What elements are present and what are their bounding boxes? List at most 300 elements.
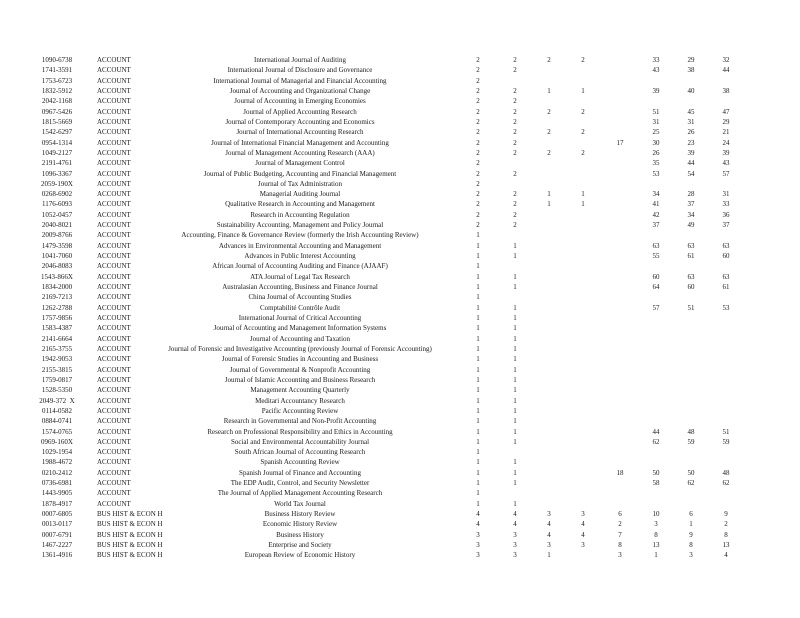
rating-cell-2: 1 [513,499,517,508]
rating-cell-7: 38 [687,66,695,75]
journal-title-cell: Qualitative Research in Accounting and Management [225,200,375,209]
rating-cell-4: 1 [581,86,585,95]
issn-cell: 2059-190X [41,179,73,188]
journal-title-cell: Journal of Islamic Accounting and Business Research [224,375,376,384]
table-row [0,458,800,468]
rating-cell-7: 31 [687,117,695,126]
rating-cell-2: 4 [513,510,517,519]
rating-cell-1: 1 [476,262,480,271]
rating-cell-1: 1 [476,355,480,364]
rating-cell-7: 50 [687,468,695,477]
category-cell: ACCOUNT [97,138,131,147]
table-row [0,448,800,458]
rating-cell-8: 13 [722,541,730,550]
issn-cell: 1583-4387 [41,324,73,333]
rating-cell-1: 2 [476,138,480,147]
issn-cell: 0884-0741 [41,417,73,426]
table-row [0,273,800,283]
rating-cell-1: 1 [476,417,480,426]
rating-cell-5: 8 [618,541,622,550]
issn-cell: 1832-5912 [41,86,73,95]
issn-cell: 2040-8021 [41,221,73,230]
rating-cell-2: 2 [513,148,517,157]
rating-cell-2: 1 [513,283,517,292]
rating-cell-4: 1 [581,190,585,199]
rating-cell-2: 2 [513,200,517,209]
rating-cell-8: 43 [722,159,730,168]
table-row [0,221,800,231]
table-row [0,355,800,365]
rating-cell-7: 60 [687,283,695,292]
category-cell: BUS HIST & ECON H [97,541,163,550]
rating-cell-2: 2 [513,221,517,230]
rating-cell-8: 47 [722,107,730,116]
rating-cell-2: 1 [513,458,517,467]
journal-title-cell: Journal of Governmental & Nonprofit Accounting [229,365,371,374]
category-cell: ACCOUNT [97,427,131,436]
issn-cell: 0007-6805 [41,510,73,519]
category-cell: ACCOUNT [97,406,131,415]
journal-title-cell: The EDP Audit, Control, and Security Newsletter [230,479,370,488]
table-row [0,335,800,345]
rating-cell-2: 2 [513,117,517,126]
rating-cell-8: 51 [722,427,730,436]
rating-cell-7: 45 [687,107,695,116]
rating-cell-8: 53 [722,303,730,312]
rating-cell-7: 8 [689,541,693,550]
table-row [0,180,800,190]
table-row [0,304,800,314]
rating-cell-8: 63 [722,272,730,281]
rating-cell-6: 34 [652,190,660,199]
rating-cell-7: 59 [687,437,695,446]
rating-cell-7: 61 [687,252,695,261]
journal-title-cell: Journal of Management Control [255,159,345,168]
rating-cell-2: 3 [513,530,517,539]
journal-title-cell: Journal of International Financial Management and Accounting [211,138,389,147]
rating-cell-7: 39 [687,148,695,157]
table-row [0,510,800,520]
journal-title-cell: Journal of Accounting and Taxation [249,334,351,343]
category-cell: ACCOUNT [97,148,131,157]
rating-cell-7: 51 [687,303,695,312]
issn-cell: 1443-9905 [41,489,73,498]
table-row [0,500,800,510]
rating-cell-1: 1 [476,479,480,488]
issn-cell: 0967-5426 [41,107,73,116]
issn-cell: 1029-1954 [41,448,73,457]
rating-cell-8: 37 [722,221,730,230]
journal-title-cell: Advances in Environmental Accounting and Management [218,241,382,250]
table-row [0,417,800,427]
rating-cell-4: 1 [581,200,585,209]
rating-cell-7: 6 [689,510,693,519]
issn-cell: 1049-2127 [41,148,73,157]
journal-title-cell: Economic History Review [262,520,338,529]
rating-cell-1: 1 [476,396,480,405]
rating-cell-2: 1 [513,344,517,353]
rating-cell-2: 1 [513,334,517,343]
rating-cell-8: 4 [724,551,728,560]
rating-cell-8: 8 [724,530,728,539]
rating-cell-1: 3 [476,551,480,560]
rating-cell-2: 2 [513,138,517,147]
rating-cell-7: 40 [687,86,695,95]
issn-cell: 0210-2412 [41,468,73,477]
rating-cell-2: 2 [513,169,517,178]
category-cell: BUS HIST & ECON H [97,520,163,529]
rating-cell-1: 1 [476,365,480,374]
rating-cell-7: 63 [687,241,695,250]
rating-cell-6: 44 [652,427,660,436]
issn-cell: 2042-1168 [41,97,73,106]
rating-cell-8: 63 [722,241,730,250]
issn-cell: 2141-6664 [41,334,73,343]
issn-cell: 1815-5669 [41,117,73,126]
rating-cell-7: 44 [687,159,695,168]
rating-cell-5: 7 [618,530,622,539]
table-row [0,97,800,107]
rating-cell-6: 53 [652,169,660,178]
category-cell: BUS HIST & ECON H [97,530,163,539]
category-cell: ACCOUNT [97,334,131,343]
category-cell: ACCOUNT [97,86,131,95]
rating-cell-2: 2 [513,56,517,64]
table-row [0,386,800,396]
rating-cell-7: 49 [687,221,695,230]
rating-cell-6: 30 [652,138,660,147]
rating-cell-2: 2 [513,210,517,219]
rating-cell-2: 1 [513,375,517,384]
rating-cell-8: 48 [722,468,730,477]
issn-cell: 1542-6297 [41,128,73,137]
rating-cell-3: 2 [547,56,551,64]
rating-cell-2: 1 [513,427,517,436]
rating-cell-8: 2 [724,520,728,529]
rating-cell-4: 3 [581,541,585,550]
table-row [0,541,800,551]
table-row [0,376,800,386]
category-cell: ACCOUNT [97,169,131,178]
rating-cell-1: 2 [476,76,480,85]
rating-cell-1: 1 [476,458,480,467]
rating-cell-2: 2 [513,128,517,137]
rating-cell-6: 50 [652,468,660,477]
rating-cell-1: 2 [476,117,480,126]
rating-cell-8: 44 [722,66,730,75]
rating-cell-8: 59 [722,437,730,446]
journal-title-cell: Accounting, Finance & Governance Review (formerly the Irish Accounting Review) [181,231,419,240]
table-row [0,170,800,180]
journal-title-cell: Comptabilité Contrôle Audit [259,303,341,312]
category-cell: ACCOUNT [97,252,131,261]
rating-cell-6: 42 [652,210,660,219]
journal-title-cell: Journal of Accounting and Organizational Change [229,86,371,95]
rating-cell-8: 60 [722,252,730,261]
rating-cell-1: 2 [476,159,480,168]
rating-cell-7: 9 [689,530,693,539]
table-row [0,397,800,407]
rating-cell-5: 18 [616,468,624,477]
issn-cell: 1361-4916 [41,551,73,560]
rating-cell-6: 26 [652,148,660,157]
rating-cell-1: 1 [476,241,480,250]
rating-cell-6: 3 [654,520,658,529]
rating-cell-1: 1 [476,303,480,312]
rating-cell-2: 1 [513,468,517,477]
rating-cell-8: 24 [722,138,730,147]
category-cell: ACCOUNT [97,375,131,384]
journal-title-cell: Research on Professional Responsibility and Ethics in Accounting [207,427,393,436]
rating-cell-1: 1 [476,489,480,498]
rating-cell-5: 17 [616,138,624,147]
rating-cell-6: 35 [652,159,660,168]
category-cell: ACCOUNT [97,314,131,322]
category-cell: ACCOUNT [97,344,131,353]
rating-cell-2: 3 [513,551,517,560]
journal-title-cell: China Journal of Accounting Studies [248,293,352,302]
issn-cell: 1942-9053 [41,355,73,364]
category-cell: ACCOUNT [97,128,131,137]
rating-cell-1: 1 [476,427,480,436]
table-row [0,149,800,159]
rating-cell-4: 4 [581,520,585,529]
table-row [0,345,800,355]
category-cell: ACCOUNT [97,76,131,85]
issn-cell: 0013-0117 [41,520,73,529]
journal-title-cell: Journal of Management Accounting Research (AAA) [225,148,375,157]
journal-title-cell: Australasian Accounting, Business and Finance Journal [222,283,378,292]
rating-cell-7: 34 [687,210,695,219]
rating-cell-3: 2 [547,148,551,157]
rating-cell-1: 1 [476,468,480,477]
issn-cell: 2165-3755 [41,344,73,353]
journal-title-cell: Pacific Accounting Review [261,406,339,415]
category-cell: ACCOUNT [97,97,131,106]
category-cell: ACCOUNT [97,303,131,312]
issn-cell: 1041-7060 [41,252,73,261]
table-row [0,242,800,252]
rating-cell-1: 2 [476,128,480,137]
journal-title-cell: Journal of Accounting in Emerging Economies [234,97,366,106]
rating-cell-2: 1 [513,406,517,415]
table-row [0,469,800,479]
issn-cell: 0736-6981 [41,479,73,488]
rating-cell-7: 54 [687,169,695,178]
rating-cell-8: 32 [722,56,730,64]
journal-title-cell: ATA Journal of Legal Tax Research [250,272,350,281]
table-row [0,252,800,262]
table-row [0,66,800,76]
issn-cell: 1753-6723 [41,76,73,85]
journal-title-cell: International Journal of Managerial and Financial Accounting [213,76,387,85]
rating-cell-2: 2 [513,107,517,116]
rating-cell-6: 43 [652,66,660,75]
rating-cell-2: 2 [513,66,517,75]
category-cell: ACCOUNT [97,179,131,188]
issn-cell: 2169-7213 [41,293,73,302]
category-cell: ACCOUNT [97,499,131,508]
category-cell: ACCOUNT [97,200,131,209]
issn-cell: 0969-160X [41,437,73,446]
rating-cell-2: 3 [513,541,517,550]
journal-title-cell: Journal of International Accounting Research [236,128,364,137]
rating-cell-2: 2 [513,190,517,199]
issn-cell: 1834-2000 [41,283,73,292]
rating-cell-8: 57 [722,169,730,178]
journal-title-cell: Business History [276,530,324,539]
rating-cell-3: 1 [547,200,551,209]
category-cell: ACCOUNT [97,293,131,302]
rating-cell-4: 4 [581,530,585,539]
category-cell: ACCOUNT [97,448,131,457]
rating-cell-7: 63 [687,272,695,281]
table-row [0,314,800,324]
category-cell: ACCOUNT [97,479,131,488]
table-row [0,87,800,97]
rating-cell-8: 21 [722,128,730,137]
rating-cell-6: 51 [652,107,660,116]
journal-title-cell: Meditari Accountancy Research [255,396,345,405]
table-row [0,438,800,448]
journal-title-cell: International Journal of Disclosure and Governance [227,66,373,75]
journal-title-cell: Management Accounting Quarterly [250,386,350,395]
rating-cell-3: 4 [547,520,551,529]
rating-cell-6: 55 [652,252,660,261]
rating-cell-1: 2 [476,97,480,106]
category-cell: ACCOUNT [97,56,131,64]
rating-cell-3: 1 [547,86,551,95]
rating-cell-3: 1 [547,190,551,199]
issn-cell: 0268-6902 [41,190,73,199]
rating-cell-1: 2 [476,56,480,64]
issn-cell: 1543-866X [41,272,73,281]
category-cell: BUS HIST & ECON H [97,551,163,560]
rating-cell-6: 64 [652,283,660,292]
category-cell: BUS HIST & ECON H [97,510,163,519]
rating-cell-1: 1 [476,437,480,446]
rating-cell-1: 2 [476,210,480,219]
rating-cell-3: 2 [547,107,551,116]
issn-cell: 2191-4761 [41,159,73,168]
journal-title-cell: Journal of Contemporary Accounting and Economics [225,117,375,126]
category-cell: ACCOUNT [97,117,131,126]
rating-cell-1: 1 [476,272,480,281]
journal-title-cell: Research in Governmental and Non-Profit Accounting [223,417,377,426]
rating-cell-1: 2 [476,190,480,199]
journal-title-cell: Journal of Forensic Studies in Accounting and Business [221,355,379,364]
rating-cell-3: 3 [547,510,551,519]
rating-cell-1: 3 [476,541,480,550]
category-cell: ACCOUNT [97,458,131,467]
rating-cell-8: 39 [722,148,730,157]
journal-title-cell: European Review of Economic History [244,551,356,560]
category-cell: ACCOUNT [97,283,131,292]
category-cell: ACCOUNT [97,231,131,240]
issn-cell: 1090-6738 [41,56,73,64]
category-cell: ACCOUNT [97,159,131,168]
category-cell: ACCOUNT [97,365,131,374]
journal-title-cell: Journal of Accounting and Management Information Systems [213,324,387,333]
rating-cell-1: 1 [476,499,480,508]
journal-title-cell: Journal of Public Budgeting, Accounting and Financial Management [203,169,397,178]
issn-cell: 2009-8766 [41,231,73,240]
rating-cell-3: 2 [547,128,551,137]
rating-cell-6: 13 [652,541,660,550]
table-row [0,190,800,200]
rating-cell-2: 2 [513,97,517,106]
rating-cell-8: 33 [722,200,730,209]
rating-cell-1: 1 [476,448,480,457]
table-row [0,211,800,221]
rating-cell-6: 10 [652,510,660,519]
journal-title-cell: The Journal of Applied Management Accounting Research [217,489,383,498]
rating-cell-1: 2 [476,169,480,178]
category-cell: ACCOUNT [97,489,131,498]
category-cell: ACCOUNT [97,386,131,395]
rating-cell-1: 2 [476,179,480,188]
rating-cell-6: 25 [652,128,660,137]
rating-cell-2: 1 [513,365,517,374]
rating-cell-1: 2 [476,148,480,157]
rating-cell-8: 29 [722,117,730,126]
rating-cell-6: 31 [652,117,660,126]
rating-cell-2: 1 [513,252,517,261]
rating-cell-2: 1 [513,241,517,250]
rating-cell-1: 3 [476,530,480,539]
rating-cell-7: 28 [687,190,695,199]
rating-cell-2: 1 [513,386,517,395]
table-row [0,108,800,118]
rating-cell-7: 1 [689,520,693,529]
journal-title-cell: Enterprise and Society [268,541,332,550]
issn-cell: 2049-372 X [39,396,75,405]
rating-cell-6: 1 [654,551,658,560]
category-cell: ACCOUNT [97,417,131,426]
rating-cell-8: 61 [722,283,730,292]
table-row [0,520,800,530]
rating-cell-8: 31 [722,190,730,199]
rating-cell-2: 4 [513,520,517,529]
rating-cell-8: 36 [722,210,730,219]
table-row [0,324,800,334]
journal-title-cell: African Journal of Accounting Auditing and Finance (AJAAF) [212,262,388,271]
rating-cell-1: 1 [476,386,480,395]
journal-title-cell: International Journal of Auditing [254,56,346,64]
rating-cell-6: 39 [652,86,660,95]
rating-cell-7: 3 [689,551,693,560]
rating-cell-7: 29 [687,56,695,64]
rating-cell-6: 60 [652,272,660,281]
journal-title-cell: World Tax Journal [274,499,326,508]
issn-cell: 1574-0765 [41,427,73,436]
category-cell: ACCOUNT [97,210,131,219]
category-cell: ACCOUNT [97,272,131,281]
issn-cell: 0007-6791 [41,530,73,539]
journal-title-cell: Advances in Public Interest Accounting [244,252,356,261]
rating-cell-1: 2 [476,86,480,95]
issn-cell: 1759-0817 [41,375,73,384]
table-row [0,200,800,210]
rating-cell-2: 1 [513,272,517,281]
issn-cell: 1096-3367 [41,169,73,178]
journal-title-cell: Spanish Journal of Finance and Accounting [239,468,361,477]
rating-cell-1: 2 [476,200,480,209]
issn-cell: 1262-2788 [41,303,73,312]
rating-cell-5: 6 [618,510,622,519]
rating-cell-1: 1 [476,406,480,415]
rating-cell-4: 2 [581,56,585,64]
